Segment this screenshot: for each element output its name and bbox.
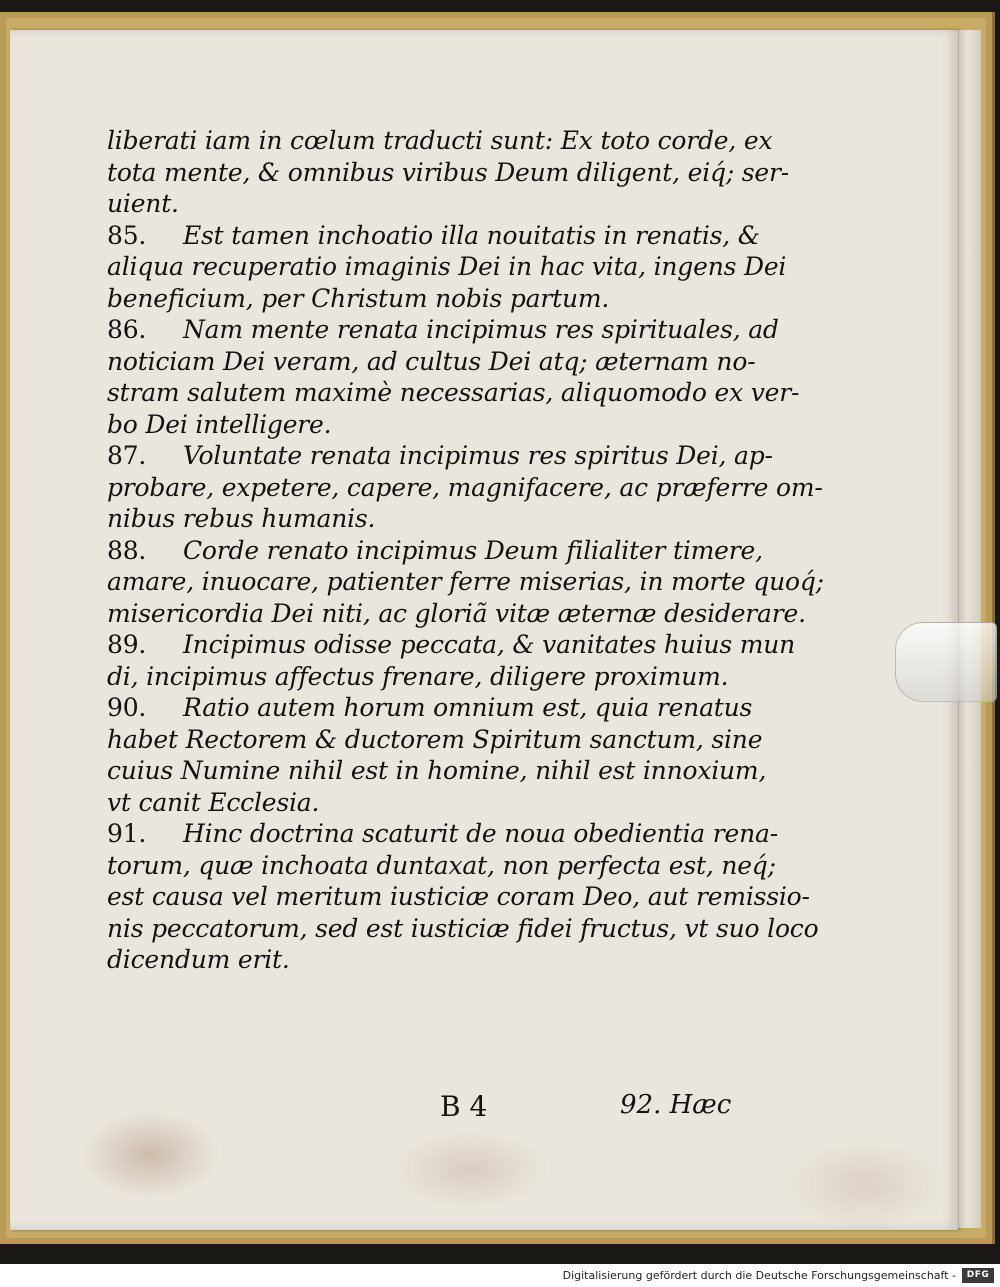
paragraph-number: 88. [107,535,147,565]
text-line [107,724,763,756]
plastic-page-clip [895,622,997,702]
text-line [107,283,727,315]
text-line [107,944,727,976]
text-line [107,787,727,819]
line-text: noticiam Dei veram, ad cultus Dei atq; æternam no- [107,346,756,376]
paragraph-number: 91. [107,819,147,848]
dfg-logo: DFG [962,1268,994,1283]
line-text: uient. [107,189,179,218]
digitization-credit-bar [0,1264,1000,1287]
text-line [107,472,823,504]
text-line [107,125,773,157]
paragraph-start-line [107,629,796,661]
line-text: habet Rectorem & ductorem Spiritum sanctum, sine [107,724,763,754]
line-text: Ratio autem horum omnium est, quia renatus [183,693,753,722]
signature-mark: B 4 [440,1090,488,1123]
line-text: Hinc doctrina scaturit de noua obedientia rena- [183,819,778,848]
paragraph-number: 85. [107,220,147,250]
paragraph-number: 87. [107,441,147,470]
line-text: Nam mente renata incipimus res spirituales, ad [183,315,779,344]
line-text: amare, inuocare, patienter ferre miserias, in morte quoq́; [107,567,824,596]
line-text: dicendum erit. [107,945,290,974]
catchword: 92. Hæc [620,1090,732,1120]
line-text: beneficium, per Christum nobis partum. [107,283,610,313]
line-text: aliqua recuperatio imaginis Dei in hac vita, ingens Dei [107,252,787,281]
text-line [107,377,800,409]
line-text: cuius Numine nihil est in homine, nihil est innoxium, [107,756,767,785]
paragraph-start-line [107,818,778,850]
text-line [107,251,787,283]
line-text: liberati iam in cœlum traducti sunt: Ex toto corde, ex [107,126,773,155]
text-line [107,157,790,189]
line-text: bo Dei intelligere. [107,409,332,439]
line-text: probare, expetere, capere, magnifacere, ac præferre om- [107,472,823,502]
line-text: est causa vel meritum iusticiæ coram Deo, aut remissio- [107,882,810,911]
text-line [107,566,824,598]
paragraph-number: 90. [107,693,147,722]
paragraph-number: 89. [107,630,147,659]
line-text: Est tamen inchoatio illa nouitatis in renatis, & [183,220,760,250]
paragraph-start-line [107,535,763,567]
paragraph-start-line [107,692,753,724]
line-text: stram salutem maximè necessarias, aliquomodo ex ver- [107,378,800,407]
text-line [107,188,727,220]
paragraph-start-line [107,314,779,346]
line-text: misericordia Dei niti, ac gloriã vitæ æternæ desiderare. [107,598,806,628]
line-text: nibus rebus humanis. [107,504,376,533]
text-line [107,503,727,535]
main-text-block [107,125,824,976]
text-line [107,598,806,630]
line-text: torum, quæ inchoata duntaxat, non perfecta est, neq́; [107,850,776,880]
text-line [107,881,810,913]
paragraph-start-line [107,440,773,472]
line-text: Voluntate renata incipimus res spiritus Dei, ap- [183,441,773,470]
line-text: nis peccatorum, sed est iusticiæ fidei fructus, vt suo loco [107,913,819,943]
credit-text: Digitalisierung gefördert durch die Deutsche Forschungsgemeinschaft - [562,1269,956,1282]
line-text: tota mente, & omnibus viribus Deum diligent, eiq́; ser- [107,157,790,187]
line-text: vt canit Ecclesia. [107,787,320,817]
text-line [107,850,776,882]
line-text: Incipimus odisse peccata, & vanitates huius mun [183,630,796,659]
text-line [107,755,767,787]
page-footer [0,1090,1000,1130]
text-line [107,409,727,441]
line-text: di, incipimus affectus frenare, diligere proximum. [107,661,729,691]
water-stain [780,1140,950,1230]
paragraph-start-line [107,220,760,252]
text-line [107,913,819,945]
paragraph-number: 86. [107,315,147,344]
text-line [107,661,727,693]
line-text: Corde renato incipimus Deum filialiter timere, [183,535,763,565]
text-line [107,346,756,378]
water-stain [390,1130,550,1210]
